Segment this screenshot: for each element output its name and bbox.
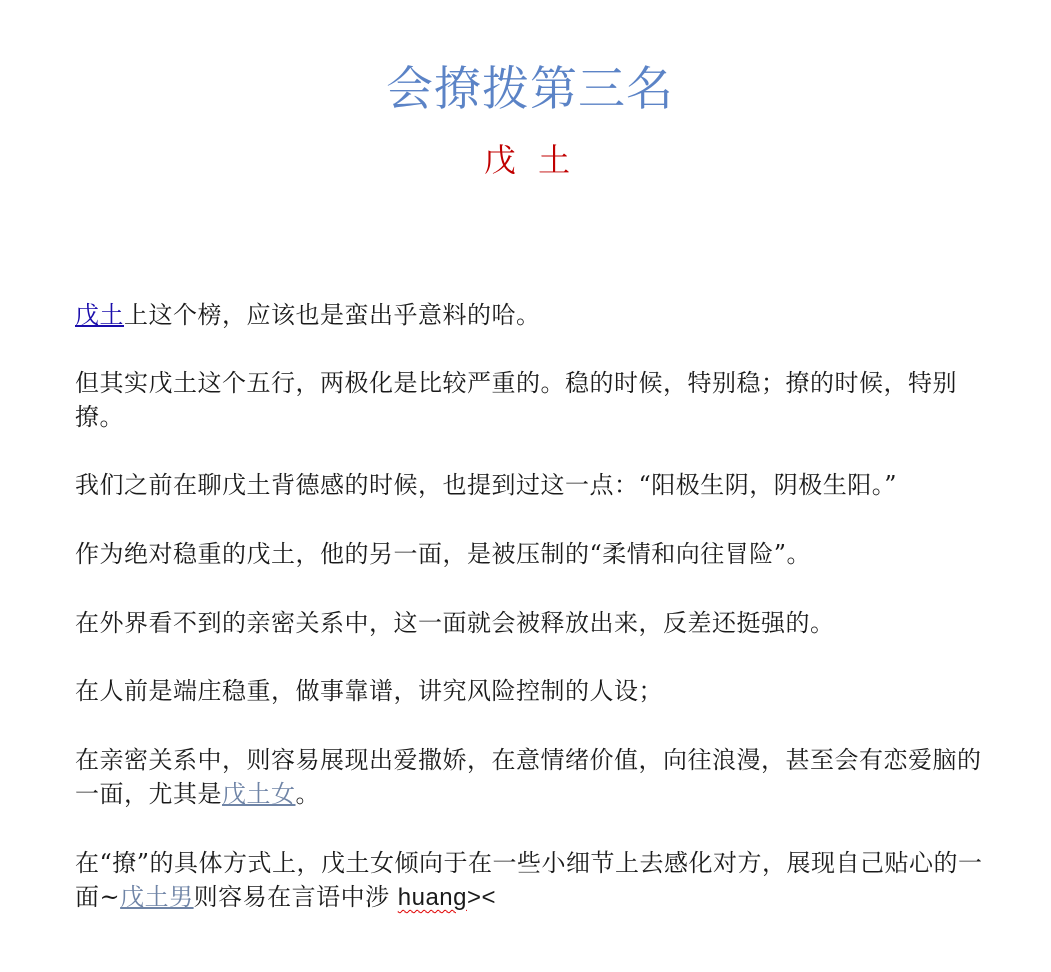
paragraph-6-text: 在人前是端庄稳重，做事靠谱，讲究风险控制的人设； (75, 677, 663, 705)
paragraph-6 (75, 674, 995, 708)
paragraph-5 (75, 606, 995, 640)
paragraph-8-text: 在“撩”的具体方式上，戊土女倾向于在一些小细节上去感化对方，展现自己贴心的一面~ (75, 849, 983, 911)
paragraph-1-text: 上这个榜，应该也是蛮出乎意料的哈。 (124, 301, 541, 329)
paragraph-7 (75, 743, 995, 811)
link-wutu-female[interactable]: 戊土女 (222, 780, 296, 808)
emoticon: >< (467, 884, 497, 911)
paragraph-2 (75, 366, 995, 434)
link-wutu[interactable]: 戊土 (75, 301, 124, 329)
paragraph-5-text: 在外界看不到的亲密关系中，这一面就会被释放出来，反差还挺强的。 (75, 609, 835, 637)
link-wutu-male[interactable]: 戊土男 (120, 883, 194, 911)
paragraph-3-text: 我们之前在聊戊土背德感的时候，也提到过这一点：“阳极生阴，阴极生阳。” (75, 471, 898, 499)
document-title: 会撩拨第三名 (386, 62, 674, 117)
paragraph-7-text: 在亲密关系中，则容易展现出爱撒娇，在意情绪价值，向往浪漫，甚至会有恋爱脑的一面，尤其是 (75, 746, 982, 808)
paragraph-4 (75, 537, 995, 571)
paragraph-1 (75, 298, 995, 332)
paragraph-8-text-2: 则容易在言语中涉 (193, 883, 398, 911)
paragraph-7-end: 。 (295, 780, 320, 808)
document-subtitle: 戊 土 (483, 141, 577, 179)
paragraph-2-text: 但其实戊土这个五行，两极化是比较严重的。稳的时候，特别稳；撩的时候，特别撩。 (75, 369, 957, 431)
paragraph-4-text: 作为绝对稳重的戊土，他的另一面，是被压制的“柔情和向往冒险”。 (75, 540, 812, 568)
paragraph-3 (75, 468, 995, 502)
paragraph-8 (75, 846, 995, 915)
spellcheck-word: huang (397, 884, 467, 911)
